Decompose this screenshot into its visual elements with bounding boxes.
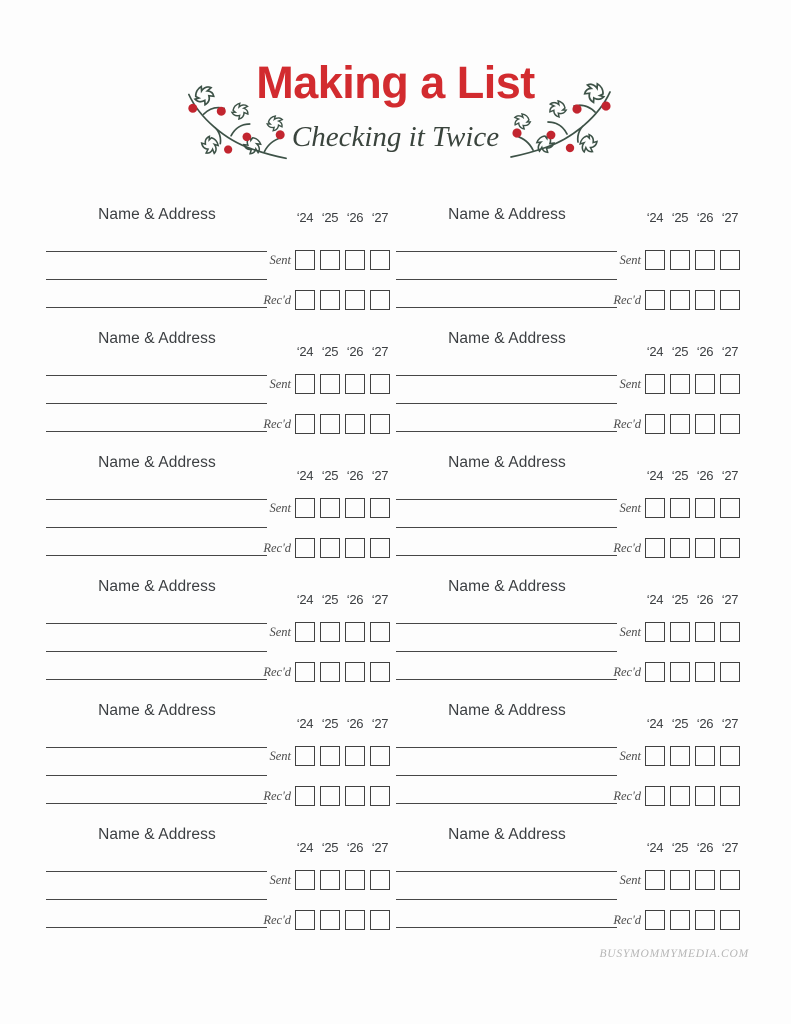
received-checkbox-25[interactable] (670, 662, 690, 682)
received-checkbox-25[interactable] (320, 538, 340, 558)
year-label-26: ‘26 (696, 468, 714, 483)
year-label-26: ‘26 (696, 592, 714, 607)
received-checkbox-25[interactable] (320, 786, 340, 806)
address-line (46, 431, 267, 432)
address-line (46, 899, 267, 900)
address-line (396, 307, 617, 308)
received-label: Rec'd (613, 416, 641, 431)
address-line (46, 623, 267, 624)
received-checkbox-25[interactable] (320, 662, 340, 682)
sent-checkbox-25[interactable] (670, 498, 690, 518)
card-list (46, 206, 791, 950)
received-label: Rec'd (613, 912, 641, 927)
received-checkbox-24[interactable] (295, 414, 315, 434)
address-line (396, 555, 617, 556)
page-title: Making a List (256, 57, 535, 108)
address-line (46, 871, 267, 872)
received-checkbox-27[interactable] (720, 538, 740, 558)
sent-checkbox-25[interactable] (320, 374, 340, 394)
sent-row (619, 374, 740, 394)
sent-checkbox-26[interactable] (695, 250, 715, 270)
sent-checkbox-26[interactable] (695, 870, 715, 890)
address-line (46, 499, 267, 500)
year-label-26: ‘26 (346, 210, 364, 225)
received-checkbox-27[interactable] (370, 290, 390, 310)
address-line (396, 775, 617, 776)
sent-row (619, 498, 740, 518)
sent-row (269, 498, 390, 518)
sent-checkbox-25[interactable] (670, 746, 690, 766)
sent-label: Sent (619, 748, 641, 763)
sent-checkbox-25[interactable] (320, 870, 340, 890)
sent-label: Sent (619, 872, 641, 887)
year-labels (295, 840, 390, 855)
received-checkbox-24[interactable] (645, 290, 665, 310)
received-label: Rec'd (613, 540, 641, 555)
received-checkbox-27[interactable] (370, 910, 390, 930)
header (0, 0, 791, 206)
year-label-26: ‘26 (696, 716, 714, 731)
sent-row (269, 622, 390, 642)
entry-block (396, 330, 741, 454)
received-checkbox-25[interactable] (670, 538, 690, 558)
sent-label: Sent (269, 872, 291, 887)
year-labels (645, 716, 740, 731)
year-label-27: ‘27 (721, 716, 739, 731)
received-label: Rec'd (263, 416, 291, 431)
address-line (46, 927, 267, 928)
year-label-24: ‘24 (296, 468, 314, 483)
received-checkbox-27[interactable] (720, 290, 740, 310)
received-checkbox-26[interactable] (695, 786, 715, 806)
received-row (613, 910, 740, 930)
address-line (46, 307, 267, 308)
sent-checkbox-25[interactable] (670, 250, 690, 270)
address-line (46, 251, 267, 252)
received-checkbox-24[interactable] (295, 662, 315, 682)
received-checkbox-26[interactable] (695, 910, 715, 930)
sent-checkbox-24[interactable] (645, 374, 665, 394)
received-checkbox-26[interactable] (695, 538, 715, 558)
address-line (46, 803, 267, 804)
year-label-26: ‘26 (346, 592, 364, 607)
year-labels (295, 592, 390, 607)
year-label-27: ‘27 (721, 468, 739, 483)
sent-label: Sent (619, 252, 641, 267)
received-checkbox-24[interactable] (295, 290, 315, 310)
address-line (396, 403, 617, 404)
received-checkbox-27[interactable] (370, 662, 390, 682)
name-address-label: Name & Address (448, 702, 566, 719)
received-label: Rec'd (263, 540, 291, 555)
sent-label: Sent (269, 500, 291, 515)
received-checkbox-25[interactable] (320, 910, 340, 930)
received-checkbox-27[interactable] (720, 786, 740, 806)
sent-row (619, 250, 740, 270)
sent-checkbox-26[interactable] (345, 374, 365, 394)
year-label-27: ‘27 (371, 344, 389, 359)
received-checkbox-25[interactable] (670, 910, 690, 930)
received-row (613, 538, 740, 558)
received-label: Rec'd (263, 292, 291, 307)
year-label-26: ‘26 (696, 840, 714, 855)
entry-block (46, 702, 391, 826)
sent-checkbox-27[interactable] (370, 374, 390, 394)
year-label-27: ‘27 (371, 210, 389, 225)
name-address-label: Name & Address (448, 330, 566, 347)
sent-checkbox-25[interactable] (320, 746, 340, 766)
address-line (396, 927, 617, 928)
year-label-25: ‘25 (671, 210, 689, 225)
sent-checkbox-27[interactable] (720, 498, 740, 518)
sent-checkbox-24[interactable] (295, 622, 315, 642)
received-checkbox-25[interactable] (670, 786, 690, 806)
year-label-25: ‘25 (671, 468, 689, 483)
sent-row (269, 250, 390, 270)
name-address-label: Name & Address (98, 206, 216, 223)
received-checkbox-25[interactable] (670, 414, 690, 434)
year-label-25: ‘25 (321, 468, 339, 483)
entry-block (396, 826, 741, 950)
received-row (613, 662, 740, 682)
year-label-27: ‘27 (721, 840, 739, 855)
address-line (396, 623, 617, 624)
year-labels (295, 344, 390, 359)
sent-checkbox-26[interactable] (345, 746, 365, 766)
address-line (396, 375, 617, 376)
sent-checkbox-26[interactable] (345, 250, 365, 270)
sent-row (269, 746, 390, 766)
sent-row (619, 746, 740, 766)
received-checkbox-24[interactable] (295, 910, 315, 930)
received-checkbox-27[interactable] (370, 414, 390, 434)
sent-checkbox-26[interactable] (345, 622, 365, 642)
received-checkbox-25[interactable] (320, 290, 340, 310)
name-address-label: Name & Address (98, 330, 216, 347)
year-labels (295, 210, 390, 225)
name-address-label: Name & Address (448, 206, 566, 223)
sent-label: Sent (619, 376, 641, 391)
received-checkbox-27[interactable] (370, 538, 390, 558)
name-address-label: Name & Address (98, 702, 216, 719)
year-label-25: ‘25 (321, 716, 339, 731)
received-checkbox-25[interactable] (320, 414, 340, 434)
received-checkbox-24[interactable] (645, 910, 665, 930)
year-label-25: ‘25 (671, 716, 689, 731)
address-line (46, 403, 267, 404)
received-row (613, 786, 740, 806)
received-checkbox-24[interactable] (295, 786, 315, 806)
received-row (613, 414, 740, 434)
received-checkbox-26[interactable] (695, 662, 715, 682)
year-labels (645, 592, 740, 607)
entry-block (396, 206, 741, 330)
received-checkbox-26[interactable] (345, 538, 365, 558)
year-label-24: ‘24 (646, 344, 664, 359)
entry-block (46, 454, 391, 578)
sent-checkbox-25[interactable] (670, 870, 690, 890)
received-checkbox-26[interactable] (345, 662, 365, 682)
received-row (263, 662, 390, 682)
sent-checkbox-27[interactable] (720, 374, 740, 394)
year-label-24: ‘24 (296, 840, 314, 855)
received-checkbox-26[interactable] (695, 414, 715, 434)
sent-checkbox-24[interactable] (645, 498, 665, 518)
sent-row (269, 374, 390, 394)
year-label-24: ‘24 (646, 716, 664, 731)
address-line (396, 651, 617, 652)
received-checkbox-24[interactable] (645, 662, 665, 682)
sent-checkbox-24[interactable] (295, 498, 315, 518)
page-subtitle: Checking it Twice (291, 121, 500, 153)
sent-checkbox-26[interactable] (695, 374, 715, 394)
sent-checkbox-27[interactable] (370, 250, 390, 270)
received-checkbox-24[interactable] (645, 786, 665, 806)
year-label-25: ‘25 (671, 344, 689, 359)
received-row (263, 290, 390, 310)
year-label-26: ‘26 (696, 210, 714, 225)
received-checkbox-24[interactable] (645, 538, 665, 558)
year-label-26: ‘26 (346, 344, 364, 359)
received-label: Rec'd (613, 788, 641, 803)
sent-checkbox-24[interactable] (295, 746, 315, 766)
sent-checkbox-25[interactable] (320, 498, 340, 518)
received-checkbox-26[interactable] (345, 414, 365, 434)
address-line (46, 375, 267, 376)
received-checkbox-26[interactable] (695, 290, 715, 310)
year-label-27: ‘27 (371, 840, 389, 855)
sent-label: Sent (619, 624, 641, 639)
sent-checkbox-24[interactable] (645, 622, 665, 642)
year-labels (645, 210, 740, 225)
sent-label: Sent (619, 500, 641, 515)
sent-row (619, 622, 740, 642)
sent-checkbox-27[interactable] (720, 746, 740, 766)
address-line (46, 679, 267, 680)
year-label-26: ‘26 (346, 840, 364, 855)
year-labels (295, 716, 390, 731)
name-address-label: Name & Address (448, 826, 566, 843)
received-label: Rec'd (263, 912, 291, 927)
sent-label: Sent (269, 748, 291, 763)
sent-checkbox-25[interactable] (320, 622, 340, 642)
address-line (396, 679, 617, 680)
address-line (396, 499, 617, 500)
entry-block (396, 578, 741, 702)
sent-checkbox-24[interactable] (295, 250, 315, 270)
sent-checkbox-26[interactable] (695, 622, 715, 642)
sent-label: Sent (269, 252, 291, 267)
year-labels (645, 840, 740, 855)
address-line (46, 555, 267, 556)
entry-block (46, 826, 391, 950)
sent-checkbox-27[interactable] (370, 498, 390, 518)
entry-block (46, 330, 391, 454)
received-row (263, 414, 390, 434)
received-checkbox-26[interactable] (345, 290, 365, 310)
name-address-label: Name & Address (448, 578, 566, 595)
year-label-24: ‘24 (296, 592, 314, 607)
sent-checkbox-24[interactable] (295, 374, 315, 394)
address-line (46, 747, 267, 748)
address-line (396, 251, 617, 252)
received-row (613, 290, 740, 310)
sent-checkbox-25[interactable] (320, 250, 340, 270)
received-row (263, 786, 390, 806)
entry-block (46, 206, 391, 330)
year-labels (295, 468, 390, 483)
sent-row (269, 870, 390, 890)
address-line (46, 651, 267, 652)
received-checkbox-25[interactable] (670, 290, 690, 310)
name-address-label: Name & Address (98, 826, 216, 843)
sent-checkbox-27[interactable] (370, 622, 390, 642)
year-label-25: ‘25 (321, 840, 339, 855)
year-label-25: ‘25 (671, 592, 689, 607)
sent-checkbox-27[interactable] (370, 746, 390, 766)
address-line (46, 527, 267, 528)
year-label-24: ‘24 (646, 210, 664, 225)
address-line (396, 871, 617, 872)
year-labels (645, 468, 740, 483)
year-label-25: ‘25 (671, 840, 689, 855)
year-label-27: ‘27 (371, 468, 389, 483)
sent-checkbox-26[interactable] (345, 498, 365, 518)
received-label: Rec'd (613, 664, 641, 679)
sent-checkbox-24[interactable] (645, 870, 665, 890)
year-label-27: ‘27 (371, 716, 389, 731)
sent-checkbox-25[interactable] (670, 622, 690, 642)
year-label-26: ‘26 (346, 716, 364, 731)
address-line (46, 775, 267, 776)
sent-checkbox-25[interactable] (670, 374, 690, 394)
year-label-25: ‘25 (321, 210, 339, 225)
year-label-24: ‘24 (646, 840, 664, 855)
year-label-24: ‘24 (296, 210, 314, 225)
year-label-25: ‘25 (321, 592, 339, 607)
sent-checkbox-27[interactable] (370, 870, 390, 890)
year-label-27: ‘27 (721, 344, 739, 359)
year-label-27: ‘27 (371, 592, 389, 607)
received-checkbox-27[interactable] (720, 414, 740, 434)
received-row (263, 538, 390, 558)
address-line (396, 747, 617, 748)
sent-checkbox-27[interactable] (720, 870, 740, 890)
year-label-27: ‘27 (721, 210, 739, 225)
sent-checkbox-24[interactable] (295, 870, 315, 890)
received-checkbox-24[interactable] (645, 414, 665, 434)
received-checkbox-27[interactable] (370, 786, 390, 806)
sent-label: Sent (269, 624, 291, 639)
year-labels (645, 344, 740, 359)
address-line (396, 431, 617, 432)
watermark: BUSYMOMMYMEDIA.COM (599, 948, 749, 960)
year-label-24: ‘24 (296, 716, 314, 731)
year-label-27: ‘27 (721, 592, 739, 607)
received-checkbox-24[interactable] (295, 538, 315, 558)
received-label: Rec'd (263, 664, 291, 679)
year-label-25: ‘25 (321, 344, 339, 359)
sent-checkbox-26[interactable] (695, 746, 715, 766)
received-label: Rec'd (613, 292, 641, 307)
address-line (396, 899, 617, 900)
sent-row (619, 870, 740, 890)
sent-checkbox-26[interactable] (345, 870, 365, 890)
name-address-label: Name & Address (448, 454, 566, 471)
received-checkbox-26[interactable] (345, 910, 365, 930)
sent-checkbox-27[interactable] (720, 622, 740, 642)
sent-checkbox-24[interactable] (645, 250, 665, 270)
year-label-26: ‘26 (346, 468, 364, 483)
holly-branch-right-icon (502, 78, 622, 166)
sent-checkbox-26[interactable] (695, 498, 715, 518)
received-label: Rec'd (263, 788, 291, 803)
entry-block (396, 702, 741, 826)
sent-checkbox-24[interactable] (645, 746, 665, 766)
received-row (263, 910, 390, 930)
received-checkbox-27[interactable] (720, 662, 740, 682)
year-label-24: ‘24 (646, 592, 664, 607)
received-checkbox-26[interactable] (345, 786, 365, 806)
sent-checkbox-27[interactable] (720, 250, 740, 270)
year-label-26: ‘26 (696, 344, 714, 359)
year-label-24: ‘24 (296, 344, 314, 359)
year-label-24: ‘24 (646, 468, 664, 483)
received-checkbox-27[interactable] (720, 910, 740, 930)
address-line (46, 279, 267, 280)
address-line (396, 803, 617, 804)
entry-block (396, 454, 741, 578)
address-line (396, 279, 617, 280)
name-address-label: Name & Address (98, 578, 216, 595)
entry-block (46, 578, 391, 702)
name-address-label: Name & Address (98, 454, 216, 471)
sent-label: Sent (269, 376, 291, 391)
address-line (396, 527, 617, 528)
